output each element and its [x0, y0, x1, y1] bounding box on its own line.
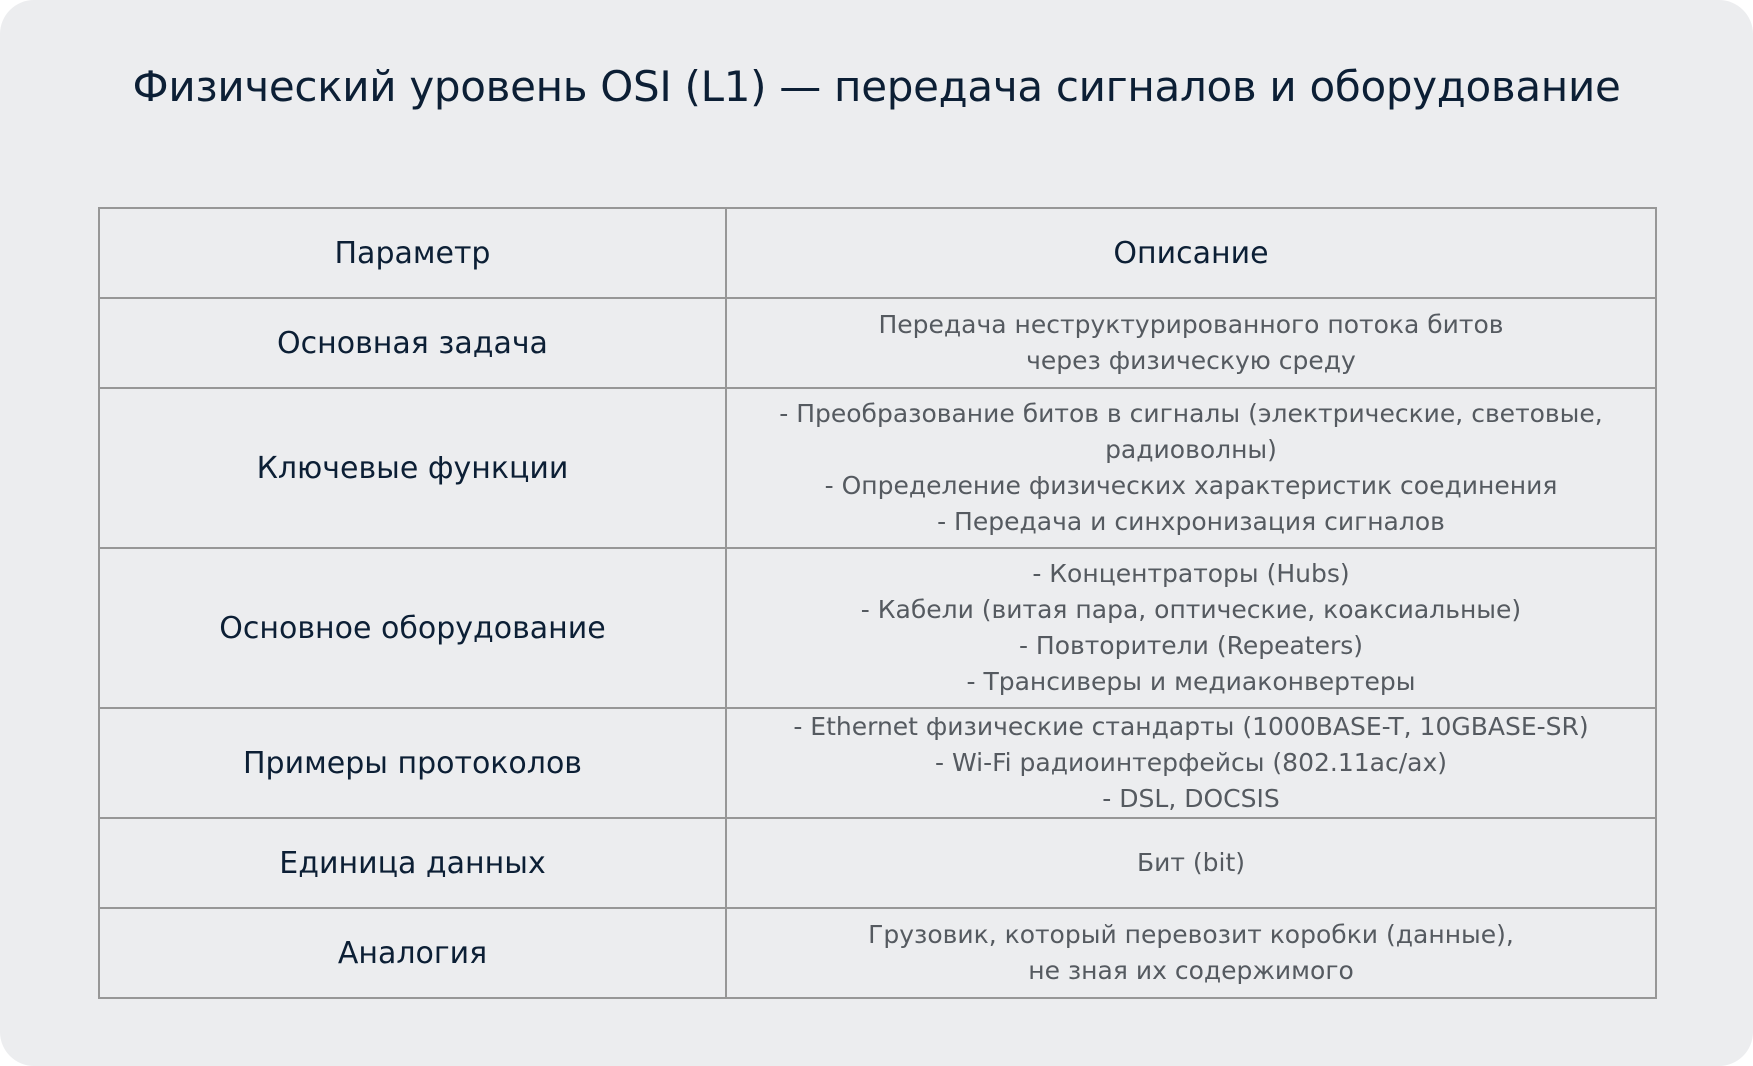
row-description [726, 548, 1656, 708]
description-line: - Передача и синхронизация сигналов [937, 507, 1445, 536]
row-parameter: Примеры протоколов [99, 708, 726, 818]
description-line: - Преобразование битов в сигналы (электрические, световые, [779, 399, 1603, 428]
description-line: через физическую среду [1026, 346, 1356, 375]
description-line: радиоволны) [1105, 435, 1277, 464]
table-row [99, 548, 1656, 708]
description-line: Передача неструктурированного потока битов [878, 310, 1504, 339]
row-parameter: Основное оборудование [99, 548, 726, 708]
table-row [99, 908, 1656, 998]
osi-physical-layer-table [98, 207, 1657, 999]
description-line: - Wi-Fi радиоинтерфейсы (802.11ac/ax) [935, 748, 1447, 777]
header-description: Описание [726, 208, 1656, 298]
description-line: не зная их содержимого [1028, 956, 1354, 985]
table-header-row [99, 208, 1656, 298]
description-line: - Определение физических характеристик соединения [824, 471, 1558, 500]
header-parameter: Параметр [99, 208, 726, 298]
table-row [99, 818, 1656, 908]
row-description [726, 818, 1656, 908]
row-parameter: Единица данных [99, 818, 726, 908]
table-row [99, 388, 1656, 548]
row-parameter: Ключевые функции [99, 388, 726, 548]
page-title: Физический уровень OSI (L1) — передача сигналов и оборудование [132, 62, 1621, 111]
description-line: Грузовик, который перевозит коробки (данные), [868, 920, 1514, 949]
row-description [726, 388, 1656, 548]
description-line: Бит (bit) [1136, 848, 1246, 877]
table-row [99, 708, 1656, 818]
description-line: - Кабели (витая пара, оптические, коаксиальные) [860, 595, 1522, 624]
description-line: - Ethernet физические стандарты (1000BASE-T, 10GBASE-SR) [793, 712, 1589, 741]
row-parameter: Основная задача [99, 298, 726, 388]
description-line: - Концентраторы (Hubs) [1032, 559, 1350, 588]
row-description [726, 298, 1656, 388]
row-description [726, 908, 1656, 998]
row-description [726, 708, 1656, 818]
row-parameter: Аналогия [99, 908, 726, 998]
table-row [99, 298, 1656, 388]
description-line: - Трансиверы и медиаконвертеры [966, 667, 1416, 696]
description-line: - Повторители (Repeaters) [1018, 631, 1364, 660]
description-line: - DSL, DOCSIS [1102, 784, 1280, 813]
